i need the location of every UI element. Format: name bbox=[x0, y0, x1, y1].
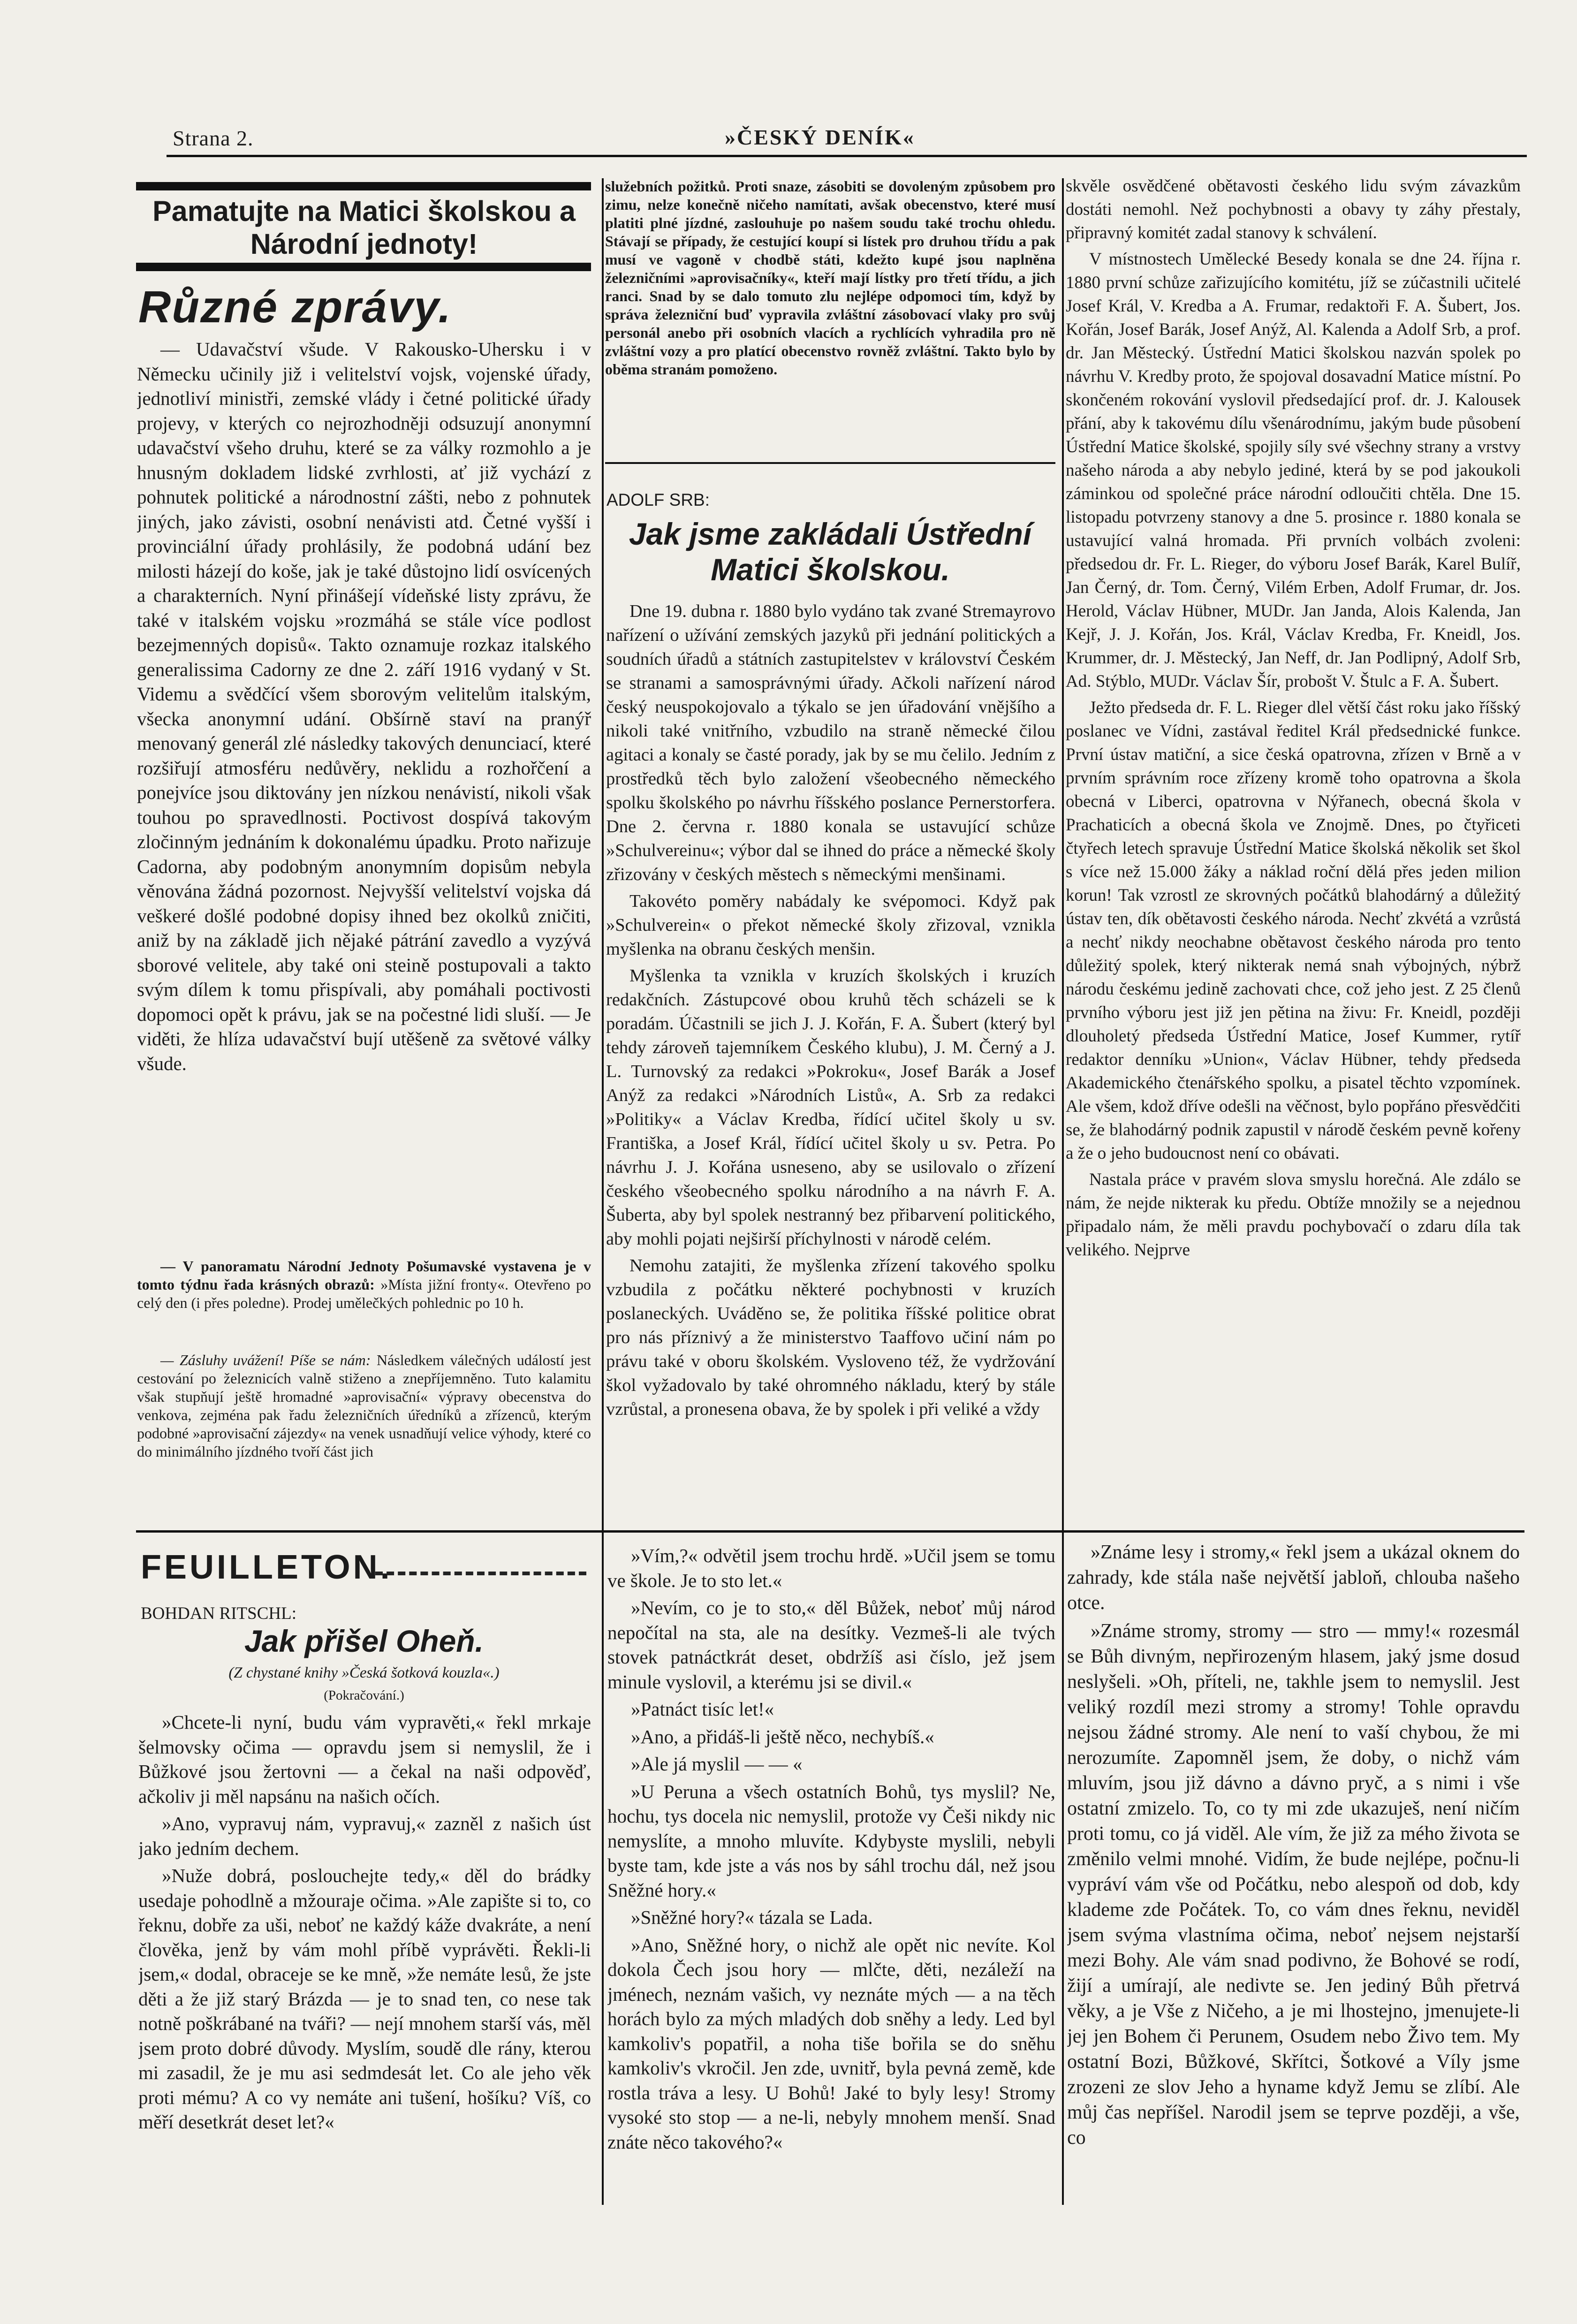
banner-bottom-bar bbox=[136, 263, 591, 271]
zasluhy-continuation: služebních požitků. Proti snaze, zásobiti se dovoleným způsobem pro zimu, nelze konečně ničeho namítati, avšak obecenstvo, které musí platiti plné jízdné, zaslouhuje po našem soudu také trochu ohledu. Stávají se případy, že cestující koupí si lístek pro druhou třídu a pak musí ve vagoně v chodbě státi, kdežto kupé jsou naplněna železničními »aprovisačníky«, kteří mají lístky pro třetí třídu, a jich ranci. Snad by se dalo tomuto zlu nejlépe odpomoci tím, když by správa železniční buď vypravila zvláštní zásobovací vlaky pro svůj personál anebo při osobních vlacích a rychlících vyhradila pro ně zvláštní vozy a pro platící obecenstvo rovněž zvláštní. Takto bylo by oběma stranám pomoženo. bbox=[605, 178, 1055, 378]
feuilleton-dash-rule bbox=[375, 1572, 586, 1575]
header-rule bbox=[167, 155, 1527, 157]
article-separator bbox=[605, 462, 1055, 464]
news-zasluhy: — Zásluhy uvážení! Píše se nám: Následkem válečných událostí jest cestování po železnicích valně stiženo a znepříjemněno. Tuto kalamitu však stupňují ještě hromadné »aprovisační« výpravy obecenstva do venkova, zejména pak řadu železničních úředníků a zřízenců, kterým podobné »aprovisační zájezdy« na venek usnadňují velice výhody, které co do minimálního jízdného tvoří část jich bbox=[137, 1352, 591, 1460]
article-title: Jak jsme zakládali Ústřední Matici školskou. bbox=[629, 516, 1032, 587]
feuilleton-rule bbox=[136, 1530, 1524, 1533]
feuilleton-col2: »Vím,?« odvětil jsem trochu hrdě. »Učil jsem se tomu ve škole. Je to sto let.« »Nevím, co je to sto,« děl Bůžek, neboť můj národ nepočítal na sta, ale na desítky. Vezmeš-li ale tvých stovek patnáctkrát deset, obdržíš asi číslo, jež jsem minule vyslovil, a kterému jsi se divil.« »Patnáct tisíc let!« »Ano, a přidáš-li ještě něco, nechybíš.« »Ale já myslil — — « »U Peruna a všech ostatních Bohů, tys myslil? Ne, hochu, tys docela nic nemyslil, protože vy Češi nikdy nic nemyslíte, a mnoho mluvíte. Kdybyste myslili, nebyli byste tam, kde jste a vás nos by sáhl trochu dál, než jsou Sněžné hory.« »Sněžné hory?« tázala se Lada. »Ano, Sněžné hory, o nichž ale opět nic nevíte. Kol dokola Čech jsou hory — mlčte, děti, nezáleží na jménech, neznám vašich, vy neznáte mých — a na těch horách bylo za mých mladých dob sněhy a ledy. Led byl kamkoliv's popatřil, a noha tiše bořila se do sněhu kamkoliv's vkročil. Jen zde, uvnitř, byla pevná země, kde rostla tráva a lesy. U Bohů! Jaké to byly lesy! Stromy vysoké sto stop — a ne-li, nebyly mnohem menší. Snad znáte něco takového?« bbox=[607, 1545, 1055, 2153]
news-panorama: — V panoramatu Národní Jednoty Pošumavské vystavena je v tomto týdnu řada krásných obrazů: »Místa jižní fronty«. Otevřeno po celý den (i přes poledne). Prodej umělečkých pohlednic po 10 h. bbox=[137, 1258, 591, 1311]
feuilleton-heading: FEUILLETON. bbox=[141, 1549, 393, 1586]
feuilleton-source: (Z chystané knihy »Česká šotková kouzla«.) bbox=[228, 1664, 500, 1681]
feuilleton-author: BOHDAN RITSCHL: bbox=[141, 1604, 296, 1623]
banner-top-bar bbox=[136, 182, 591, 190]
feuilleton-col1: »Chcete-li nyní, budu vám vypravěti,« řekl mrkaje šelmovsky očima — opravdu jsem si nemyslil, že i Bůžkové jsou žertovni — a čekal na naši odpověď, ačkoliv ji měl napsánu na našich očích. »Ano, vypravuj nám, vypravuj,« zazněl z našich úst jako jedním dechem. »Nuže dobrá, poslouchejte tedy,« děl do brádky usedaje pohodlně a mžouraje očima. »Ale zapište si to, co řeknu, dobře za uši, neboť ne každý káže dvakráte, a není člověka, jenž by vám mohl příbě vyprávěti. Řekli-li jsem,« dodal, obraceje se ke mně, »že nemáte lesů, že jste děti a že již starý Brázda — je to snad ten, co nese tak notně poškrábané na tváři? — nejí mnohem starší vás, měl jsem proto dobré důvody. Myslím, soudě dle rány, kterou mi zasadil, že je mu asi sedmdesát let. Co ale jeho věk proti mému? A co vy nemáte ani tušení, hošíku? Víš, co měří desetkrát deset let?« bbox=[138, 1711, 591, 2133]
article-body-continued: skvěle osvědčené obětavosti českého lidu svým závazkům dostáti nemohl. Než pochybnosti a obavy ty záhy přestaly, připravný komitét zadal stanovy k schválení. V místnostech Umělecké Besedy konala se dne 24. října r. 1880 první schůze zařizujícího komitétu, jíž se zúčastnili učitelé Josef Král, V. Kredba a A. Frumar, redaktoři F. A. Šubert, Jos. Kořán, Josef Barák, Josef Anýž, Al. Kalenda a Adolf Srb, a prof. dr. Jan Městecký. Ústřední Matici školskou nazván spolek po návrhu V. Kredby proto, že spojoval dosavadní Matice místní. Po skončeném rokování vyslovil předsedající prof. dr. J. Kalousek přání, aby k takovému dílu všenárodnímu, jakým bude působení Ústřední Matice školské, spojily síly své všechny strany a vrstvy našeho národa a aby nebylo jediné, která by se pod jakoukoli záminkou od společné práce národní odloučiti chtěla. Dne 15. listopadu potvrzeny stanovy a dne 5. prosince r. 1880 konala se ustavující valná hromada. Při prvních volbách zvoleni: předsedou dr. Fr. L. Rieger, do výboru Josef Barák, Karel Bulíř, Jan Černý, dr. Tom. Černý, Vilém Erben, Adolf Frumar, dr. Jos. Herold, Václav Hübner, MUDr. Jan Janda, Alois Kalenda, Jan Kejř, J. J. Kořán, Jos. Král, Václav Kredba, Fr. Kneidl, Jos. Krummer, dr. J. Městecký, Jan Neff, dr. Jan Podlipný, Adolf Srb, Ad. Stýblo, MUDr. Václav Šír, probošt V. Štulc a F. A. Šubert. Ježto předseda dr. F. L. Rieger dlel větší část roku jako říšský poslanec ve Vídni, zastával ředitel Král předsednické funkce. První ústav matiční, a sice česká opatrovna, zřízen v Brně a v prvním správním roce zřízeny kromě toho opatrovna a škola obecná v Liberci, opatrovna v Nýřanech, obecná škola v Prachaticích a obecná škola ve Znojmě. Dnes, po čtyřiceti čtyřech letech spravuje Ústřední Matice školská několik set škol s více než 15.000 žáky a náklad roční dělá přes jeden milion korun! Tak vzrostl ze skrovných počátků blahodárný a důležitý ústav ten, dík obětavosti českého národa. Nechť zkvétá a vzrůstá a nechť nikdy neochabne obětavost českého národa pro tento důležitý spolek, který nikterak nemá snah výbojných, nýbrž národu českému jedině zachovati chce, což jeho jest. Z 25 členů prvního výboru jest již jen pětina na živu: Fr. Kneidl, později dlouholetý předseda Ústřední Matice, Josef Kummer, rytíř redaktor denníku »Union«, Václav Hübner, tehdy předseda Akademického čtenářského spolku, a pisatel těchto vzpomínek. Ale všem, kdož dříve odešli na věčnost, bylo popřáno přesvědčiti se, že blahodárný podnik zapustil v národě českém pevně kořeny a že o jeho budoucnost není co obávati. Nastala práce v pravém slova smyslu horečná. Ale zdálo se nám, že nejde nikterak ku předu. Obtíže množily se a nejednou připadalo nám, že měli pravdu pochybovačí o zdaru díla tak velikého. Nejprve bbox=[1066, 176, 1521, 1260]
column-divider bbox=[602, 178, 604, 2205]
feuilleton-col3: »Známe lesy i stromy,« řekl jsem a ukázal oknem do zahrady, kde stála naše největší jabloň, chlouba našeho otce. »Známe stromy, stromy — stro — mmy!« rozesmál se Bůh divným, nepřirozeným hlasem, jaký jsme dosud neslyšeli. »Oh, příteli, ne, takhle jsem to nemyslil. Jest veliký rozdíl mezi stromy a stromy! Tohle opravdu nejsou žádné stromy. Ale není to vaší chybou, že mi nerozumíte. Zapomněl jsem, že doby, o nichž vám mluvím, jsou již dávno a dávno pryč, a s nimi i vše ostatní zmizelo. To, co ty mi zde ukazuješ, není ničím proti tomu, co já viděl. Ale vím, že již za mého života se změnilo velmi mnohé. Vidím, že bude nejlépe, počnu-li vypráví vám vše od Počátku, nebo alespoň od dob, kdy klademe zde Počátek. To, co vám dnes řeknu, neviděl jsem svýma vlastníma očima, neboť nejsem nejstarší mezi Bohy. Ale vám snad podivno, že Bohové se rodí, žijí a umírají, ale nedivte se. Jen jediný Bůh přetrvá věky, a je Vše z Ničeho, a je mi lhostejno, jmenujete-li jej jen Bohem či Perunem, Osudem nebo Živo tem. My ostatní Bozi, Bůžkové, Skřítci, Šotkové a Víly jsme zrozeni ze slov Jeho a hyname když Jemu se zlíbí. Ale můj čas nepříšel. Narodil jsem se teprve později, a vše, co bbox=[1067, 1542, 1520, 2149]
banner-slogan: Pamatujte na Matici školskou a Národní jednoty! bbox=[152, 195, 576, 260]
page-number: Strana 2. bbox=[173, 126, 254, 150]
feuilleton-title: Jak přišel Oheň. bbox=[244, 1624, 484, 1658]
newspaper-title: »ČESKÝ DENÍK« bbox=[725, 125, 915, 149]
section-title: Různé zprávy. bbox=[138, 282, 452, 332]
feuilleton-continued: (Pokračování.) bbox=[324, 1688, 404, 1703]
column-divider bbox=[1062, 178, 1064, 2205]
article-byline: ADOLF SRB: bbox=[607, 490, 710, 509]
article-body: Dne 19. dubna r. 1880 bylo vydáno tak zvané Stremayrovo nařízení o užívání zemských jazyků při jednání politických a soudních úřadů a státních zastupitelstev v království Českém se stranami a samosprávnými úřady. Ačkoli nařízení národ český neuspokojovalo a týkalo se jen úřadování vnějšího a nikoli také vnitřního, vzbudilo na straně německé čilou agitaci a konaly se časté porady, jak by se mu čelilo. Jedním z prostředků těch bylo založení všeobecného německého spolku školského po návrhu říšského poslance Pernerstorfera. Dne 2. června r. 1880 konala se ustavující schůze »Schulvereinu«; výbor dal se ihned do práce a německé školy zřizovány v českých městech s německými menšinami. Takovéto poměry nabádaly ke svépomoci. Když pak »Schulverein« o překot německé školy zřizoval, vznikla myšlenka na obranu českých menšin. Myšlenka ta vznikla v kruzích školských i kruzích redakčních. Zástupcové obou kruhů těch scházeli se k poradám. Účastnili se jich J. J. Kořán, F. A. Šubert (který byl tehdy zároveň tajemníkem Českého klubu), J. M. Černý a J. L. Turnovský za redakci »Pokroku«, Josef Barák a Josef Anýž za redakci »Národních Listů«, A. Srb za redakci »Politiky« a Václav Kredba, řídící učitel školy u sv. Františka, a Josef Král, řídící učitel školy u sv. Petra. Po návrhu J. J. Kořána usneseno, aby se usilovalo o zřízení českého všeobecného spolku národního a na návrh F. A. Šuberta, aby byl spolek nestranný bez přibarvení politického, aby mohli pojati nejširší příchylnosti v národě celém. Nemohu zatajiti, že myšlenka zřízení takového spolku vzbudila z počátku některé pochybnosti v kruzích poslaneckých. Uváděno se, že politika říšské politice obrat pro nás příznivý a že ministerstvo Taaffovo učiní nám po právu také v oboru školském. Vysloveno též, že vydržování škol vyžadovalo by také ohromného nákladu, který by stále vzrůstal, a pronesena obava, že by spolek i při veliké a vždy bbox=[606, 601, 1055, 1419]
news-udavacstvi: — Udavačství všude. V Rakousko-Uhersku i v Německu učinily již i velitelství vojsk, vojenské úřady, jednotliví ministři, zemské vlády i četné politické úřady projevy, v kterých co nejrozhodněji odsuzují anonymní udavačství všeho druhu, které se za války rozmohlo a je hnusným dokladem lidské zvrhlosti, ať již vychází z pohnutek politické a národnostní zášti, nebo z pohnutek jiných, jako závisti, osobní nenávisti atd. Četné vyšší i provinciální úřady prohlásily, že podobná udání bez milosti házejí do koše, jak je také důstojno lidí osvícených a charakterních. Nyní přinášejí vídeňské listy zprávu, že také v italském vojsku »rozmáhá se stále více podlost bezejmenných dopisů«. Takto oznamuje rozkaz italského generalissima Cadorny ze dne 2. září 1916 vydaný v St. Videmu a svědčící všem sborovým velitelům italským, všecka anonymní udání. Obšírně staví na pranýř menovaný generál zlé následky takových denunciací, které rozšiřují atmosféru nedůvěry, neklidu a rozhořčení a ponejvíce jsou diktovány jen nízkou nenávistí, nikoli však touhou po spravedlnosti. Poctivost dospívá takovým zločinným jednáním k dokonalému úpadku. Proto nařizuje Cadorna, aby podobným anonymním dopisům nebyla věnována žádná pozornost. Nejvyšší velitelství vojska dá veškeré došlé podobné dopisy ihned bez okolků zničiti, aniž by na základě jich nějaké pátrání zavedlo a vyzývá sborové velitele, aby také oni steině postupovali a takto svým dílem k tomu přispívali, aby pomáhali poctivosti dopomoci opět k právu, jak se na počestné lidi sluší. — Je viděti, že hlíza udavačství bují utěšeně za světové války všude. bbox=[137, 338, 591, 1074]
